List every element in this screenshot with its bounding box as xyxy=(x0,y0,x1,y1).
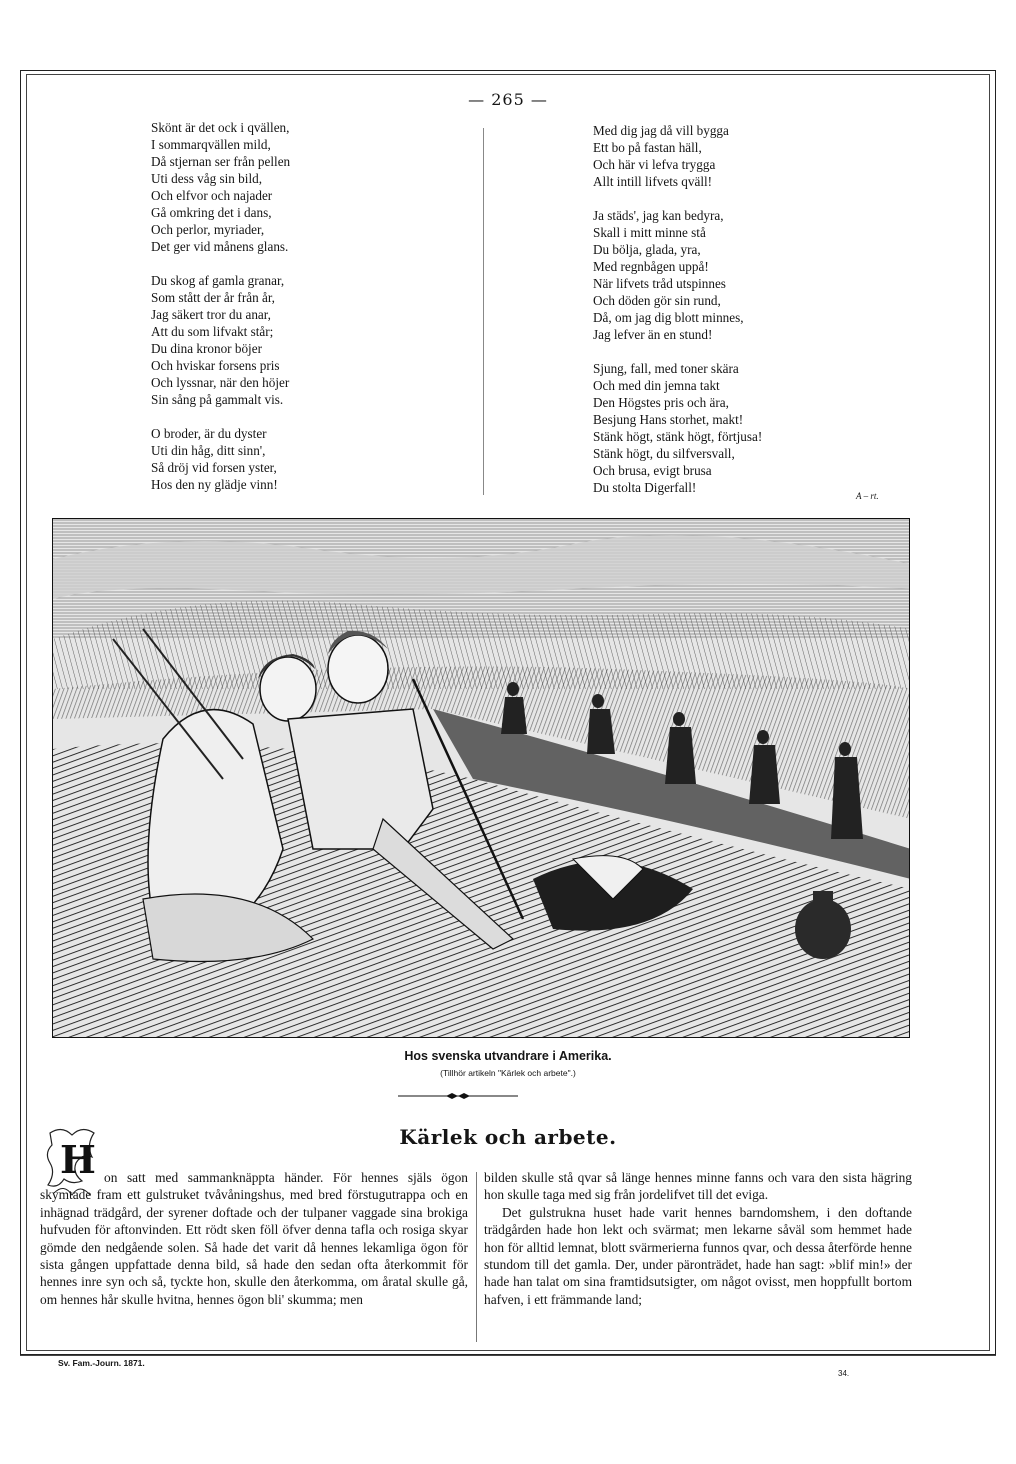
footer-rule xyxy=(20,1355,996,1356)
poem-line: Och lyssnar, när den höjer xyxy=(151,375,290,390)
poem-line: Jag lefver än en stund! xyxy=(593,327,713,342)
poem-stanza xyxy=(593,207,762,343)
poem-line: Gå omkring det i dans, xyxy=(151,205,272,220)
poem-line: Ett bo på fastan häll, xyxy=(593,140,702,155)
poem-line: Det ger vid månens glans. xyxy=(151,239,289,254)
footer-signature-mark: 34. xyxy=(838,1369,850,1378)
poem-line: Jag säkert tror du anar, xyxy=(151,307,271,322)
poem-right-column xyxy=(593,122,762,513)
poem-column-divider xyxy=(483,128,484,495)
poem-line: Och perlor, myriader, xyxy=(151,222,265,237)
poem-stanza xyxy=(151,119,290,255)
poem-line: Du bölja, glada, yra, xyxy=(593,242,701,257)
poem-line: Sin sång på gammalt vis. xyxy=(151,392,284,407)
illustration-caption: Hos svenska utvandrare i Amerika. xyxy=(404,1049,612,1063)
illustration-subcaption: (Tillhör artikeln "Kärlek och arbete".) xyxy=(440,1068,576,1078)
poem-line: Så dröj vid forsen yster, xyxy=(151,460,277,475)
poem-line: Sjung, fall, med toner skära xyxy=(593,361,739,376)
poem-line: I sommarqvällen mild, xyxy=(151,137,271,152)
article-left-column xyxy=(40,1169,468,1308)
article-paragraph: on satt med sammanknäppta händer. För hennes själs ögon skymtade fram ett gulstruket tvåvåningshus, med bred förstugutrappa och en inhägnad trädgård, der syrener doftade och der tulpaner vaggade sina brokiga hufvuden för aftonvinden. Ett rödt sken föll öfver denna tafla och rosiga skyar gömde den nedgående solen. Så hade det varit då hennes lekamliga ögon för sista gången uppfattade denna bild, så hade den sedan ofta återkommit för hennes inre syn och så, tyckte hon, skulle den återkomma, om åratal skulle gå, om hennes hår skulle hvitna, hennes ögon bli' skumma; men xyxy=(40,1170,468,1307)
poem-line: Och hviskar forsens pris xyxy=(151,358,280,373)
poem-line: Uti dess våg sin bild, xyxy=(151,171,262,186)
poem-stanza xyxy=(151,425,290,493)
poem-line: Och döden gör sin rund, xyxy=(593,293,721,308)
poem-line: Skall i mitt minne stå xyxy=(593,225,706,240)
poem-stanza xyxy=(593,360,762,496)
poem-line: Besjung Hans storhet, makt! xyxy=(593,412,744,427)
poem-line: Med dig jag då vill bygga xyxy=(593,123,729,138)
poem-line: Uti din håg, ditt sinn', xyxy=(151,443,266,458)
poem-line: Då stjernan ser från pellen xyxy=(151,154,291,169)
article-title: Kärlek och arbete. xyxy=(399,1125,617,1149)
page-number: — 265 — xyxy=(468,90,548,109)
poem-line: Och brusa, evigt brusa xyxy=(593,463,712,478)
poem-stanza xyxy=(593,122,762,190)
poem-line: Du stolta Digerfall! xyxy=(593,480,697,495)
article-column-divider xyxy=(476,1172,477,1342)
poem-line: Att du som lifvakt står; xyxy=(151,324,274,339)
poem-line: När lifvets tråd utspinnes xyxy=(593,276,726,291)
poem-stanza xyxy=(151,272,290,408)
dropcap-letter: H xyxy=(60,1137,96,1182)
poem-line: Stänk högt, stänk högt, förtjusa! xyxy=(593,429,763,444)
ornament-rule xyxy=(398,1091,518,1101)
poem-line: Och elfvor och najader xyxy=(151,188,273,203)
poem-line: Och här vi lefva trygga xyxy=(593,157,716,172)
poem-line: Den Högstes pris och ära, xyxy=(593,395,729,410)
poem-line: Och med din jemna takt xyxy=(593,378,720,393)
poem-line: Allt intill lifvets qväll! xyxy=(593,174,713,189)
poem-line: Stänk högt, du silfversvall, xyxy=(593,446,735,461)
poem-line: Du dina kronor böjer xyxy=(151,341,262,356)
poem-line: Ja städs', jag kan bedyra, xyxy=(593,208,724,223)
engraving-illustration xyxy=(52,518,910,1038)
poem-line: Du skog af gamla granar, xyxy=(151,273,285,288)
poem-signature: A – rt. xyxy=(856,491,879,501)
poem-line: Skönt är det ock i qvällen, xyxy=(151,120,290,135)
engraving-scene xyxy=(53,519,910,1038)
footer-journal: Sv. Fam.-Journ. 1871. xyxy=(58,1358,145,1368)
article-right-column xyxy=(484,1169,912,1308)
poem-left-column xyxy=(151,119,290,510)
poem-line: O broder, är du dyster xyxy=(151,426,267,441)
article-paragraph: Det gulstrukna huset hade varit hennes barndomshem, i den doftande trädgården hade hon lekt och svärmat; men lekarne såväl som hemmet hade hon för alltid lemnat, blott svärmerierna funnos qvar, och dessa återförde henne stundom till det gamla. Der, under päronträdet, hade han sagt: »blif min!» der hade han talat om sina framtidsutsigter, om något ovisst, men hoppfullt bortom hafven, i ett främmande land; xyxy=(484,1204,912,1307)
poem-line: Hos den ny glädje vinn! xyxy=(151,477,278,492)
poem-line: Som stått der år från år, xyxy=(151,290,275,305)
poem-line: Med regnbågen uppå! xyxy=(593,259,709,274)
poem-line: Då, om jag dig blott minnes, xyxy=(593,310,744,325)
article-paragraph: bilden skulle stå qvar så länge hennes minne fanns och vara den sista hägring hon skulle taga med sig från jordelifvet till det eviga. xyxy=(484,1170,912,1203)
